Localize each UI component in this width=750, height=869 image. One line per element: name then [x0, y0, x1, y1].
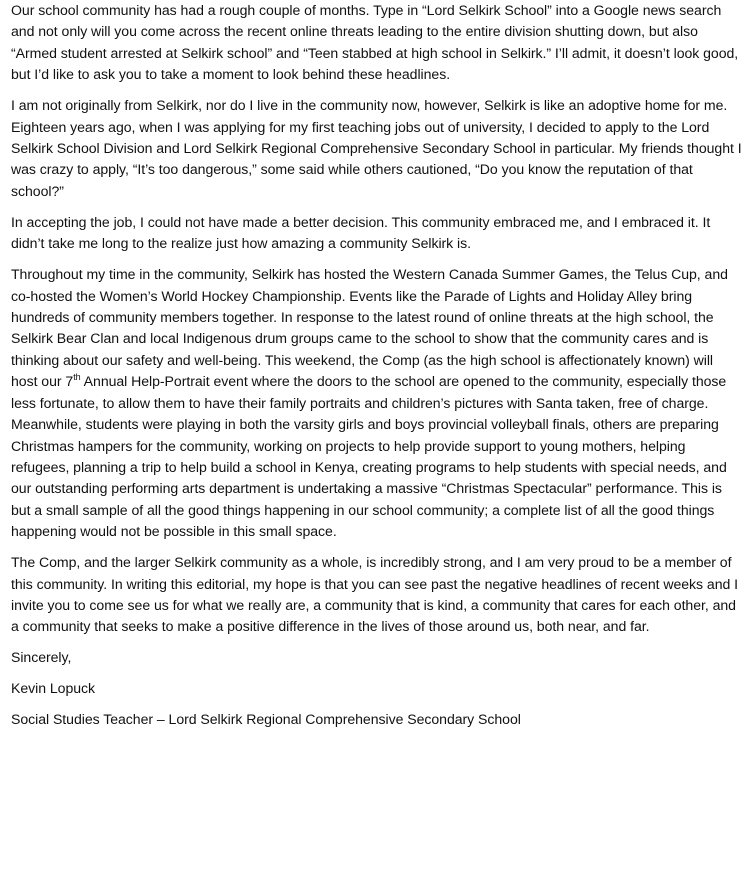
paragraph-decision: In accepting the job, I could not have made a better decision. This community embraced me, and I embraced it. It didn’t take me long to the realize just how amazing a community Selkirk is.	[11, 213, 711, 252]
paragraph-intro: Our school community has had a rough couple of months. Type in “Lord Selkirk School” into a Google news search and not only will you come across the recent online threats leading to the entire division shutting down, but also “Armed student arrested at Selkirk school” and “Teen stabbed at high school in Selkirk.” I’ll admit, it doesn’t look good, but I’d like to ask you to take a moment to look behind these headlines.	[11, 2, 739, 83]
paragraph-community-events	[11, 264, 743, 542]
closing-salutation: Sincerely,	[11, 649, 72, 666]
letter-document	[11, 0, 743, 740]
paragraph-community-events-part1: Throughout my time in the community, Selkirk has hosted the Western Canada Summer Games, the Telus Cup, and co-hosted the Women’s World Hockey Championship. Events like the Parade of Lights and Holiday Alley bring hundreds of community members together. In response to the latest round of online threats at the high school, the Selkirk Bear Clan and local Indigenous drum groups came to the school to show that the community cares and is thinking about our safety and well-being. This weekend, the Comp (as the high school is affectionately known) will host our 7	[11, 266, 728, 390]
ordinal-suffix: th	[73, 371, 81, 382]
signature-title: Social Studies Teacher – Lord Selkirk Regional Comprehensive Secondary School	[11, 711, 521, 728]
signature-name: Kevin Lopuck	[11, 680, 96, 697]
paragraph-conclusion: The Comp, and the larger Selkirk community as a whole, is incredibly strong, and I am very proud to be a member of this community. In writing this editorial, my hope is that you can see past the negative headlines of recent weeks and I invite you to come see us for what we really are, a community that is kind, a community that cares for each other, and a community that seeks to make a positive difference in the lives of those around us, both near, and far.	[11, 554, 739, 635]
paragraph-background: I am not originally from Selkirk, nor do I live in the community now, however, Selkirk is like an adoptive home for me. Eighteen years ago, when I was applying for my first teaching jobs out of university, I decided to apply to the Lord Selkirk School Division and Lord Selkirk Regional Comprehensive Secondary School in particular. My friends thought I was crazy to apply, “It’s too dangerous,” some said while others cautioned, “Do you know the reputation of that school?”	[11, 97, 742, 199]
paragraph-community-events-part2: Annual Help-Portrait event where the doors to the school are opened to the community, especially those less fortunate, to allow them to have their family portraits and children’s pictures with Santa taken, free of charge. Meanwhile, students were playing in both the varsity girls and boys provincial volleyball finals, others are preparing Christmas hampers for the community, working on projects to help provide support to young mothers, helping refugees, planning a trip to help build a school in Kenya, creating programs to help students with special needs, and our outstanding performing arts department is undertaking a massive “Christmas Spectacular” performance. This is but a small sample of all the good things happening in our school community; a complete list of all the good things happening would not be possible in this small space.	[11, 373, 727, 540]
